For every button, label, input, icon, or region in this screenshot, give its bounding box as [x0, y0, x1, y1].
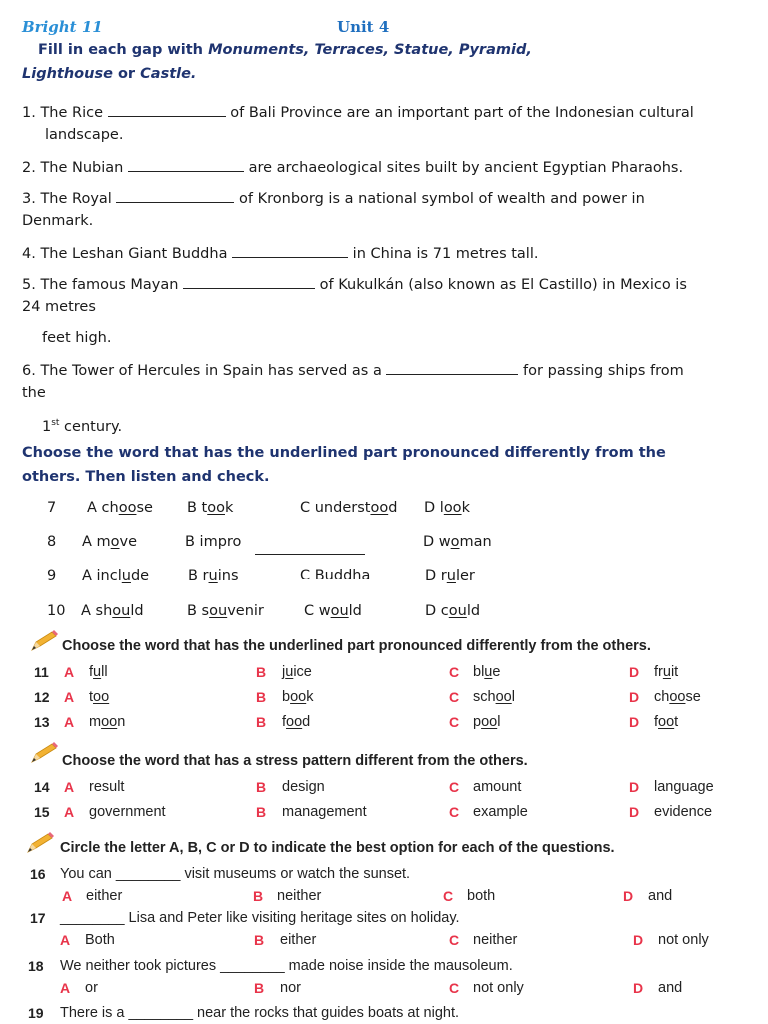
question-3	[22, 188, 645, 208]
q12-option-a[interactable]: too	[89, 689, 110, 705]
part2-instruction: Choose the word that has the underlined part pronounced differently from the	[22, 445, 666, 461]
q18-option-c[interactable]: not only	[473, 980, 524, 996]
q10-number: 10	[47, 603, 66, 619]
q5-blank[interactable]	[183, 274, 315, 289]
q12-letter-b[interactable]: B	[256, 689, 267, 705]
q17-option-d[interactable]: not only	[658, 932, 709, 948]
q10-option-a[interactable]: A should	[81, 603, 144, 619]
question-6-cont2	[42, 414, 122, 436]
q16-option-b[interactable]: neither	[277, 888, 322, 904]
q9-option-d[interactable]: D ruler	[425, 568, 475, 584]
question-5-cont2: feet high.	[42, 330, 112, 346]
q12-letter-c[interactable]: C	[449, 689, 460, 705]
q14-letter-c[interactable]: C	[449, 779, 460, 795]
q18-number: 18	[28, 958, 44, 974]
question-1-cont: landscape.	[45, 127, 124, 143]
q15-letter-c[interactable]: C	[449, 804, 460, 820]
q11-letter-b[interactable]: B	[256, 664, 267, 680]
q12-option-d[interactable]: choose	[654, 689, 701, 705]
q13-option-d[interactable]: foot	[654, 714, 679, 730]
q7-number: 7	[47, 500, 57, 516]
q13-letter-d[interactable]: D	[629, 714, 640, 730]
q9-option-c[interactable]: C Buddha	[300, 568, 371, 579]
q18-letter-d[interactable]: D	[633, 980, 644, 996]
q12-letter-d[interactable]: D	[629, 689, 640, 705]
q18-question: We neither took pictures ________ made noise inside the mausoleum.	[60, 958, 513, 974]
question-4	[22, 243, 538, 263]
q15-letter-d[interactable]: D	[629, 804, 640, 820]
q2-blank[interactable]	[128, 157, 244, 172]
q9-number: 9	[47, 568, 57, 584]
q3-text-a: 3. The Royal	[22, 191, 117, 207]
question-6-cont: the	[22, 385, 46, 401]
q14-letter-b[interactable]: B	[256, 779, 267, 795]
part3-title: Choose the word that has the underlined part pronounced differently from the others.	[62, 638, 651, 654]
q17-option-b[interactable]: either	[280, 932, 317, 948]
q14-letter-d[interactable]: D	[629, 779, 640, 795]
q16-letter-d[interactable]: D	[623, 888, 634, 904]
q16-letter-b[interactable]: B	[253, 888, 264, 904]
q16-letter-a[interactable]: A	[62, 888, 73, 904]
q17-option-c[interactable]: neither	[473, 932, 518, 948]
q15-letter-a[interactable]: A	[64, 804, 75, 820]
question-5	[22, 274, 687, 294]
part5-title: Circle the letter A, B, C or D to indicate the best option for each of the questions.	[60, 840, 615, 856]
q8-option-b[interactable]: B impro	[185, 534, 242, 550]
q12-number: 12	[34, 689, 50, 705]
q17-letter-d[interactable]: D	[633, 932, 644, 948]
q6-ordinal-sup: st	[51, 418, 60, 428]
q14-option-a[interactable]: result	[89, 779, 125, 795]
q16-option-c[interactable]: both	[467, 888, 496, 904]
q16-option-d[interactable]: and	[648, 888, 673, 904]
q14-option-b[interactable]: design	[282, 779, 325, 795]
q4-blank[interactable]	[232, 243, 348, 258]
q11-option-c[interactable]: blue	[473, 664, 501, 680]
q8-option-d[interactable]: D woman	[423, 534, 492, 550]
question-2	[22, 157, 683, 177]
q12-option-b[interactable]: book	[282, 689, 314, 705]
q9-option-a[interactable]: A include	[82, 568, 150, 584]
part4-title: Choose the word that has a stress pattern different from the others.	[62, 753, 528, 769]
q12-option-c[interactable]: school	[473, 689, 515, 705]
q17-number: 17	[30, 910, 46, 926]
q18-option-b[interactable]: nor	[280, 980, 301, 996]
q6-century: century.	[59, 418, 123, 435]
q18-option-a[interactable]: or	[85, 980, 98, 996]
q13-option-a[interactable]: moon	[89, 714, 126, 730]
q11-option-a[interactable]: full	[89, 664, 108, 680]
q13-option-c[interactable]: pool	[473, 714, 501, 730]
q19-number: 19	[28, 1005, 44, 1021]
q5-text-a: 5. The famous Mayan	[22, 277, 184, 293]
q3-blank[interactable]	[116, 188, 234, 203]
q14-letter-a[interactable]: A	[64, 779, 75, 795]
q11-option-d[interactable]: fruit	[654, 664, 679, 680]
q17-letter-c[interactable]: C	[449, 932, 460, 948]
q14-number: 14	[34, 779, 50, 795]
q4-text-b: in China is 71 metres tall.	[348, 246, 539, 262]
unit-title: Unit 4	[337, 18, 390, 36]
q5-text-b: of Kukulkán (also known as El Castillo) in Mexico is	[315, 277, 687, 293]
q13-option-b[interactable]: food	[282, 714, 311, 730]
q6-text-a: 6. The Tower of Hercules in Spain has served as a	[22, 363, 387, 379]
q7-option-a[interactable]: A choose	[87, 500, 153, 516]
instruction-prefix: Fill in each gap with	[38, 42, 209, 58]
q15-number: 15	[34, 804, 50, 820]
q1-blank[interactable]	[108, 102, 226, 117]
q2-text-b: are archaeological sites built by ancient Egyptian Pharaohs.	[243, 160, 684, 176]
q6-text-b: for passing ships from	[518, 363, 684, 379]
question-6	[22, 360, 684, 380]
q7-option-c[interactable]: C understood	[300, 500, 398, 516]
q10-option-d[interactable]: D could	[425, 603, 481, 619]
q13-number: 13	[34, 714, 50, 730]
q18-letter-b[interactable]: B	[254, 980, 265, 996]
q7-option-b[interactable]: B took	[187, 500, 234, 516]
q17-question: ________ Lisa and Peter like visiting heritage sites on holiday.	[60, 910, 460, 926]
part1-instruction-line2	[22, 66, 196, 82]
q11-letter-d[interactable]: D	[629, 664, 640, 680]
question-5-cont: 24 metres	[22, 299, 96, 315]
q2-text-a: 2. The Nubian	[22, 160, 128, 176]
q15-letter-b[interactable]: B	[256, 804, 267, 820]
q15-option-c[interactable]: example	[473, 804, 528, 820]
q4-text-a: 4. The Leshan Giant Buddha	[22, 246, 233, 262]
q14-option-c[interactable]: amount	[473, 779, 522, 795]
q8-number: 8	[47, 534, 57, 550]
q16-letter-c[interactable]: C	[443, 888, 454, 904]
pencil-icon	[30, 742, 60, 764]
q14-option-d[interactable]: language	[654, 779, 714, 795]
q17-letter-a[interactable]: A	[60, 932, 71, 948]
question-1	[22, 102, 694, 122]
q18-letter-c[interactable]: C	[449, 980, 460, 996]
q6-blank[interactable]	[386, 360, 518, 375]
q1-text-a: 1. The Rice	[22, 105, 108, 121]
q17-letter-b[interactable]: B	[254, 932, 265, 948]
instruction-words2: Lighthouse	[22, 66, 113, 82]
q17-option-a[interactable]: Both	[85, 932, 115, 948]
q6-ordinal-num: 1	[42, 418, 52, 435]
q16-question: You can ________ visit museums or watch the sunset.	[60, 866, 411, 882]
q11-letter-a[interactable]: A	[64, 664, 75, 680]
q11-option-b[interactable]: juice	[282, 664, 312, 680]
q16-option-a[interactable]: either	[86, 888, 123, 904]
q13-letter-b[interactable]: B	[256, 714, 267, 730]
q10-option-b[interactable]: B souvenir	[187, 603, 264, 619]
q11-number: 11	[34, 664, 49, 680]
pencil-icon	[26, 832, 56, 854]
q15-option-a[interactable]: government	[89, 804, 166, 820]
part2-instruction-line2: others. Then listen and check.	[22, 469, 270, 485]
q18-option-d[interactable]: and	[658, 980, 683, 996]
instruction-words3: Castle.	[140, 66, 197, 82]
q8-option-a[interactable]: A move	[82, 534, 138, 550]
question-3-cont: Denmark.	[22, 213, 94, 229]
pencil-icon	[30, 630, 60, 652]
q15-option-d[interactable]: evidence	[654, 804, 713, 820]
instruction-or: or	[112, 66, 141, 82]
q13-letter-a[interactable]: A	[64, 714, 75, 730]
q9-option-b[interactable]: B ruins	[188, 568, 239, 584]
q10-option-c[interactable]: C would	[304, 603, 362, 619]
q12-letter-a[interactable]: A	[64, 689, 75, 705]
part1-instruction	[38, 42, 532, 58]
q3-text-b: of Kronborg is a national symbol of wealth and power in	[234, 191, 645, 207]
q16-number: 16	[30, 866, 46, 882]
q1-text-b: of Bali Province are an important part of the Indonesian cultural	[225, 105, 694, 121]
instruction-words: Monuments, Terraces, Statue, Pyramid,	[208, 42, 532, 58]
q7-option-d[interactable]: D look	[424, 500, 470, 516]
q15-option-b[interactable]: management	[282, 804, 367, 820]
q13-letter-c[interactable]: C	[449, 714, 460, 730]
book-title: Bright 11	[22, 18, 103, 36]
q19-question: There is a ________ near the rocks that guides boats at night.	[60, 1005, 460, 1021]
q18-letter-a[interactable]: A	[60, 980, 71, 996]
q8-blank-line	[255, 554, 365, 555]
q11-letter-c[interactable]: C	[449, 664, 460, 680]
